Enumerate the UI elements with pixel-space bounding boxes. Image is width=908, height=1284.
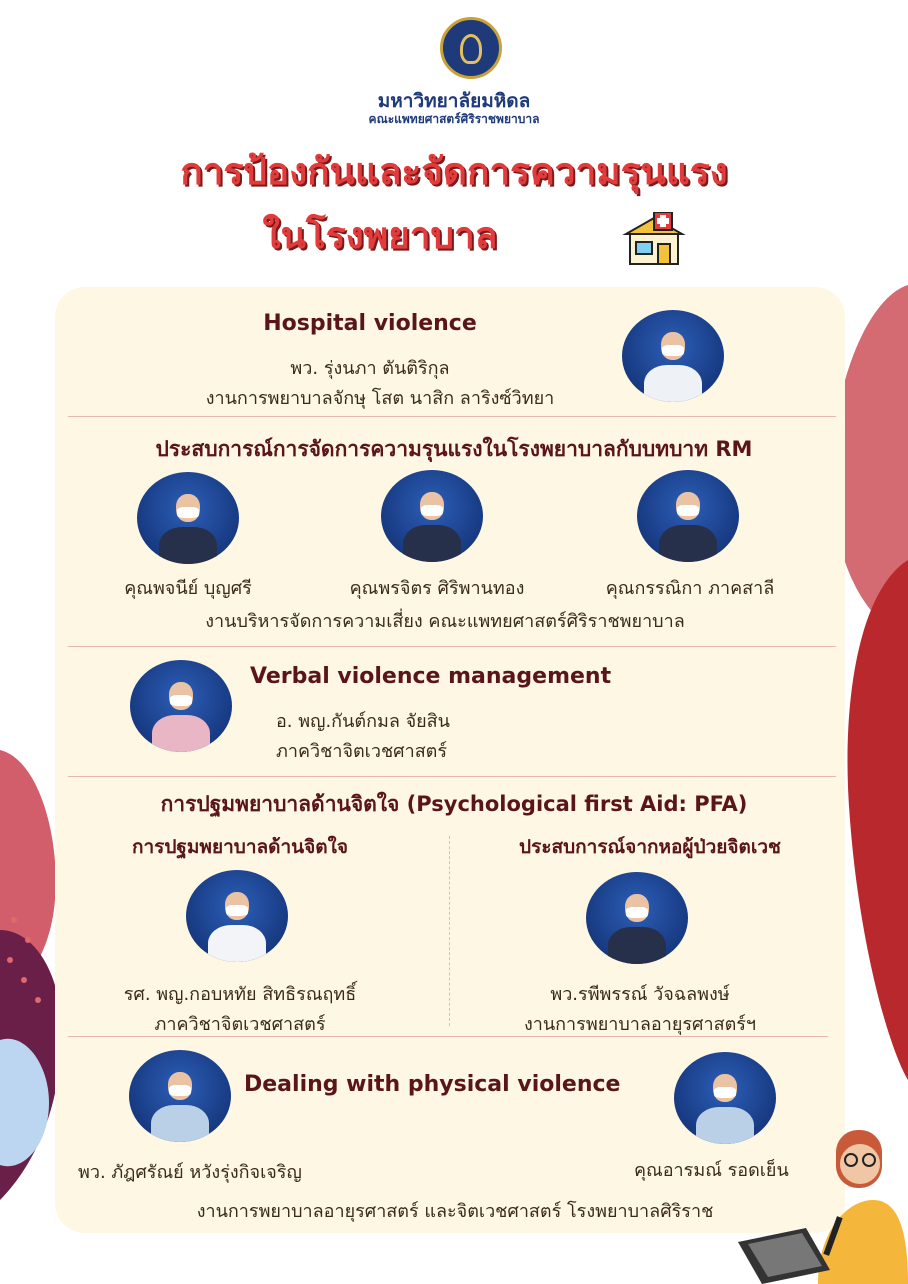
speaker-name: รศ. พญ.กอบหทัย สิทธิรณฤทธิ์ — [123, 984, 357, 1005]
speaker-name: พว. รุ่งนภา ตันติริกุล — [290, 358, 450, 379]
section-heading-verbal: Verbal violence management — [250, 664, 612, 689]
speaker-photo — [381, 470, 483, 562]
speaker-photo — [637, 470, 739, 562]
subheading-left: การปฐมพยาบาลด้านจิตใจ — [131, 836, 349, 858]
university-name: มหาวิทยาลัยมหิดล — [377, 90, 531, 112]
speaker-affiliation: งานการพยาบาลจักษุ โสต นาสิก ลาริงซ์วิทยา — [205, 388, 555, 409]
speaker-name: คุณอารมณ์ รอดเย็น — [634, 1160, 789, 1181]
section-heading-pfa: การปฐมพยาบาลด้านจิตใจ (Psychological first Aid: PFA) — [160, 792, 748, 816]
speaker-name: พว. ภัฎศรัณย์ หวังรุ่งกิจเจริญ — [78, 1162, 302, 1183]
divider — [68, 646, 836, 647]
speaker-photo — [137, 472, 239, 564]
mahidol-logo-icon — [440, 17, 502, 79]
speaker-name: คุณพจนีย์ บุญศรี — [124, 578, 252, 599]
speaker-affiliation: ภาควิชาจิตเวชศาสตร์ — [276, 741, 448, 762]
speaker-photo — [186, 870, 288, 962]
faculty-name: คณะแพทยศาสตร์ศิริราชพยาบาล — [368, 112, 540, 126]
divider — [68, 776, 836, 777]
speaker-name: คุณพรจิตร ศิริพานทอง — [349, 578, 525, 599]
section-heading-rm: ประสบการณ์การจัดการความรุนแรงในโรงพยาบาลกับบทบาท RM — [155, 437, 753, 461]
speaker-photo — [129, 1050, 231, 1142]
column-divider — [449, 836, 450, 1026]
page-title-line1: การป้องกันและจัดการความรุนแรง — [180, 150, 728, 193]
page-title-line2: ในโรงพยาบาล — [262, 214, 498, 257]
speaker-name: อ. พญ.กันต์กมล จัยสิน — [276, 711, 450, 732]
person-drawing-illustration — [738, 1120, 908, 1284]
hospital-icon — [622, 212, 686, 266]
divider — [68, 1036, 828, 1037]
section-affiliation: งานการพยาบาลอายุรศาสตร์ และจิตเวชศาสตร์ โรงพยาบาลศิริราช — [196, 1201, 714, 1222]
speaker-photo — [130, 660, 232, 752]
speaker-photo — [622, 310, 724, 402]
speaker-name: พว.รพีพรรณ์ วัจฉลพงษ์ — [550, 984, 730, 1005]
divider — [68, 416, 836, 417]
speaker-photo — [586, 872, 688, 964]
right-red-blob — [847, 560, 908, 1080]
section-heading-hospital: Hospital violence — [263, 311, 477, 336]
speaker-affiliation: งานการพยาบาลอายุรศาสตร์ฯ — [523, 1014, 757, 1035]
speaker-affiliation: ภาควิชาจิตเวชศาสตร์ — [154, 1014, 326, 1035]
section-heading-physical: Dealing with physical violence — [244, 1072, 621, 1097]
subheading-right: ประสบการณ์จากหอผู้ป่วยจิตเวช — [519, 836, 781, 858]
speaker-name: คุณกรรณิกา ภาคสาลี — [605, 578, 775, 599]
section-affiliation: งานบริหารจัดการความเสี่ยง คณะแพทยศาสตร์ศิริราชพยาบาล — [205, 611, 685, 632]
